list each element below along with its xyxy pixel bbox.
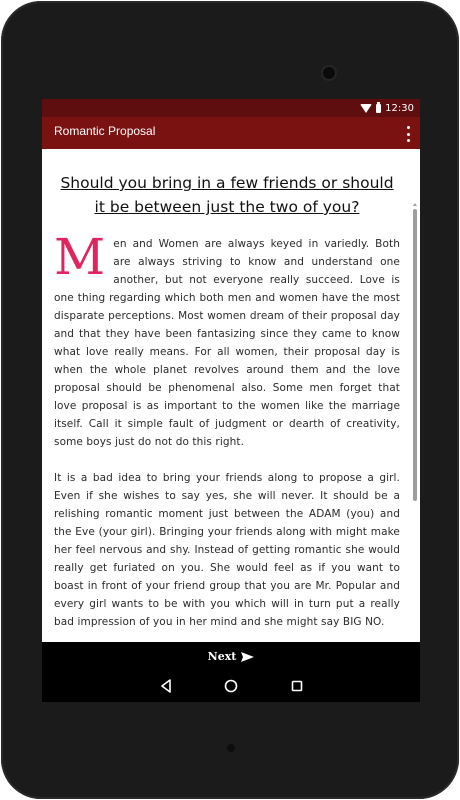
- battery-icon: [376, 104, 381, 113]
- article-paragraph-1-text: en and Women are always keyed in variedly. Both are always striving to know and understand one another, but not everyone really succeed. Love is one thing regarding which both men and women have the most disparate perceptions. Most women dream of their proposal day and that they have been fantasizing since they came to know what love really means. For all women, their proposal day is when the whole planet revolves around them and the love proposal should be phenomenal also. Some men forget that love proposal is as important to the women like the marriage itself. Call it simple fault of judgment or dearth of creativity, some boys just do not do this right.: [54, 238, 400, 448]
- wifi-icon: [360, 104, 372, 113]
- status-icons: [360, 101, 414, 115]
- home-icon[interactable]: [224, 679, 238, 693]
- article: [54, 149, 400, 642]
- bottom-action-bar: [42, 642, 420, 671]
- app-bar: [42, 117, 420, 149]
- scrollbar[interactable]: [413, 203, 418, 642]
- screen: [42, 99, 420, 702]
- app-title: Romantic Proposal: [54, 124, 156, 138]
- scrollbar-thumb[interactable]: [413, 209, 417, 501]
- next-button[interactable]: [208, 650, 255, 663]
- drop-cap: M: [54, 228, 106, 286]
- scroll-up-arrow: [413, 203, 417, 206]
- article-heading: Should you bring in a few friends or should it be between just the two of you?: [60, 174, 394, 216]
- send-arrow-icon: [241, 652, 254, 662]
- article-scroll-view[interactable]: [42, 149, 420, 642]
- article-paragraph-1: [54, 228, 400, 451]
- status-bar: [42, 99, 420, 117]
- status-time: 12:30: [385, 102, 414, 114]
- back-icon[interactable]: [159, 679, 173, 693]
- camera: [323, 67, 335, 79]
- microphone: [227, 744, 235, 752]
- navigation-bar: [42, 671, 420, 702]
- tablet-frame: [1, 1, 459, 799]
- next-button-label: Next: [207, 650, 237, 663]
- recents-icon[interactable]: [290, 679, 304, 693]
- article-paragraph-2: It is a bad idea to bring your friends along to propose a girl. Even if she wishes to say yes, she will never. It should be a relishing romantic moment just between the ADAM (you) and the Eve (your girl). Bringing your friends along with might make her feel nervous and shy. Instead of getting romantic she would really get furiated on you. She would feel as if you want to boast in front of your friend group that you are Mr. Popular and every girl wants to be with you which will in turn put a really bad impression of you in her mind and she might say BIG NO.: [54, 472, 400, 628]
- more-vert-icon[interactable]: [404, 126, 412, 142]
